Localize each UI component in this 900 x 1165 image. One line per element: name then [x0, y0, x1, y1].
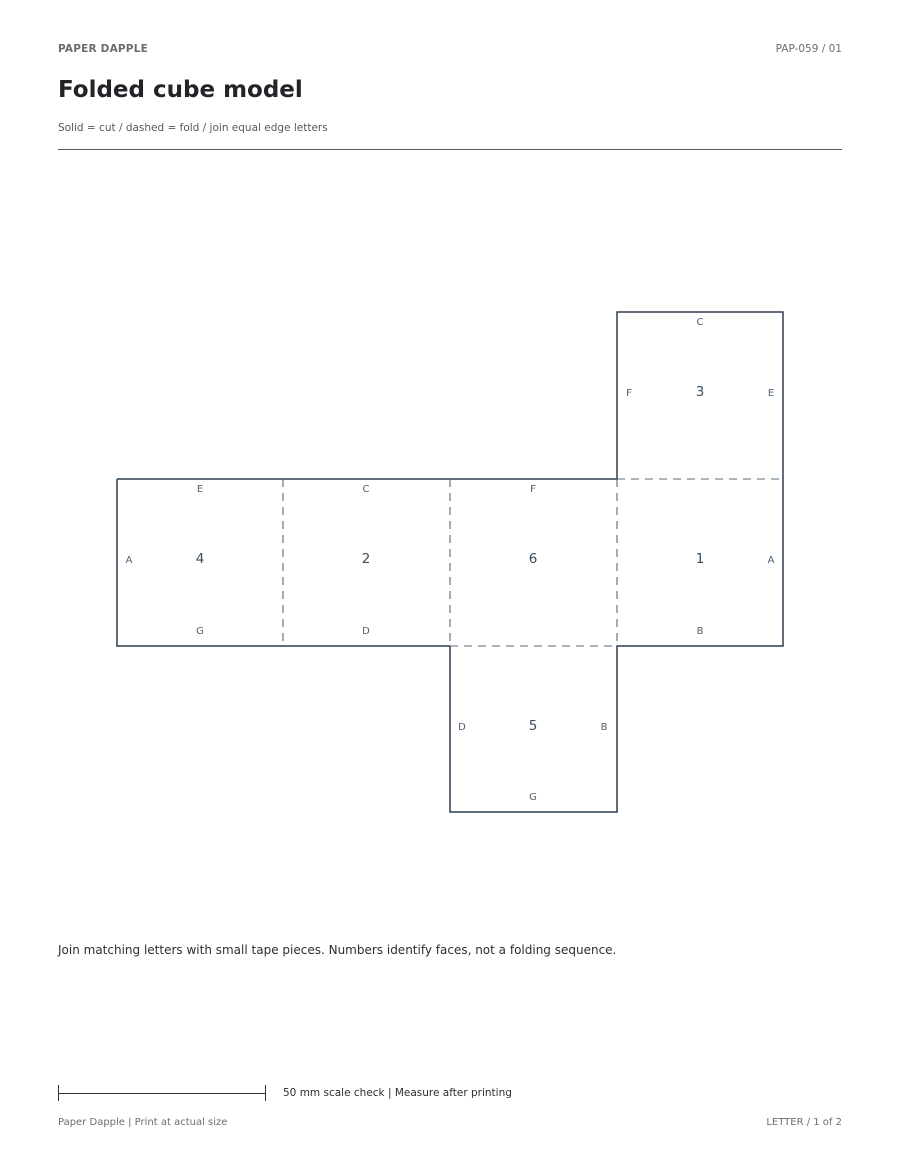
edge-label-face2-top: C [362, 484, 370, 495]
edge-label-face3-right: E [767, 388, 775, 399]
assembly-note: Join matching letters with small tape pieces. Numbers identify faces, not a folding sequence. [58, 943, 617, 957]
edge-label-face3-top: C [696, 317, 704, 328]
face-number-1: 1 [695, 551, 705, 567]
scale-bar [58, 1085, 266, 1101]
document-reference: PAP-059 / 01 [775, 43, 842, 55]
cut-lines [117, 312, 783, 812]
edge-label-face4-left: A [125, 555, 133, 566]
face-number-5: 5 [528, 718, 538, 734]
scale-tick-right [265, 1085, 266, 1101]
face-number-4: 4 [195, 551, 205, 567]
page-title: Folded cube model [58, 77, 303, 103]
edge-label-face1-right: A [767, 555, 775, 566]
page-subtitle: Solid = cut / dashed = fold / join equal edge letters [58, 122, 328, 134]
edge-label-face5-bottom: G [529, 792, 537, 803]
edge-label-face1-bottom: B [696, 626, 704, 637]
scale-check-label: 50 mm scale check | Measure after printing [283, 1087, 512, 1099]
face-number-6: 6 [528, 551, 538, 567]
scale-line [58, 1093, 266, 1094]
cut-line-top [117, 312, 783, 479]
face-number-3: 3 [695, 384, 705, 400]
footer-right: LETTER / 1 of 2 [766, 1117, 842, 1128]
edge-label-face5-right: B [600, 722, 608, 733]
edge-label-face4-top: E [196, 484, 204, 495]
face-number-2: 2 [361, 551, 371, 567]
brand-name: PAPER DAPPLE [58, 43, 148, 55]
footer-left: Paper Dapple | Print at actual size [58, 1117, 228, 1128]
edge-label-face6-top: F [530, 484, 536, 495]
edge-label-face4-bottom: G [196, 626, 204, 637]
edge-label-face5-left: D [458, 722, 466, 733]
edge-label-face3-left: F [626, 388, 632, 399]
edge-label-face2-bottom: D [362, 626, 370, 637]
